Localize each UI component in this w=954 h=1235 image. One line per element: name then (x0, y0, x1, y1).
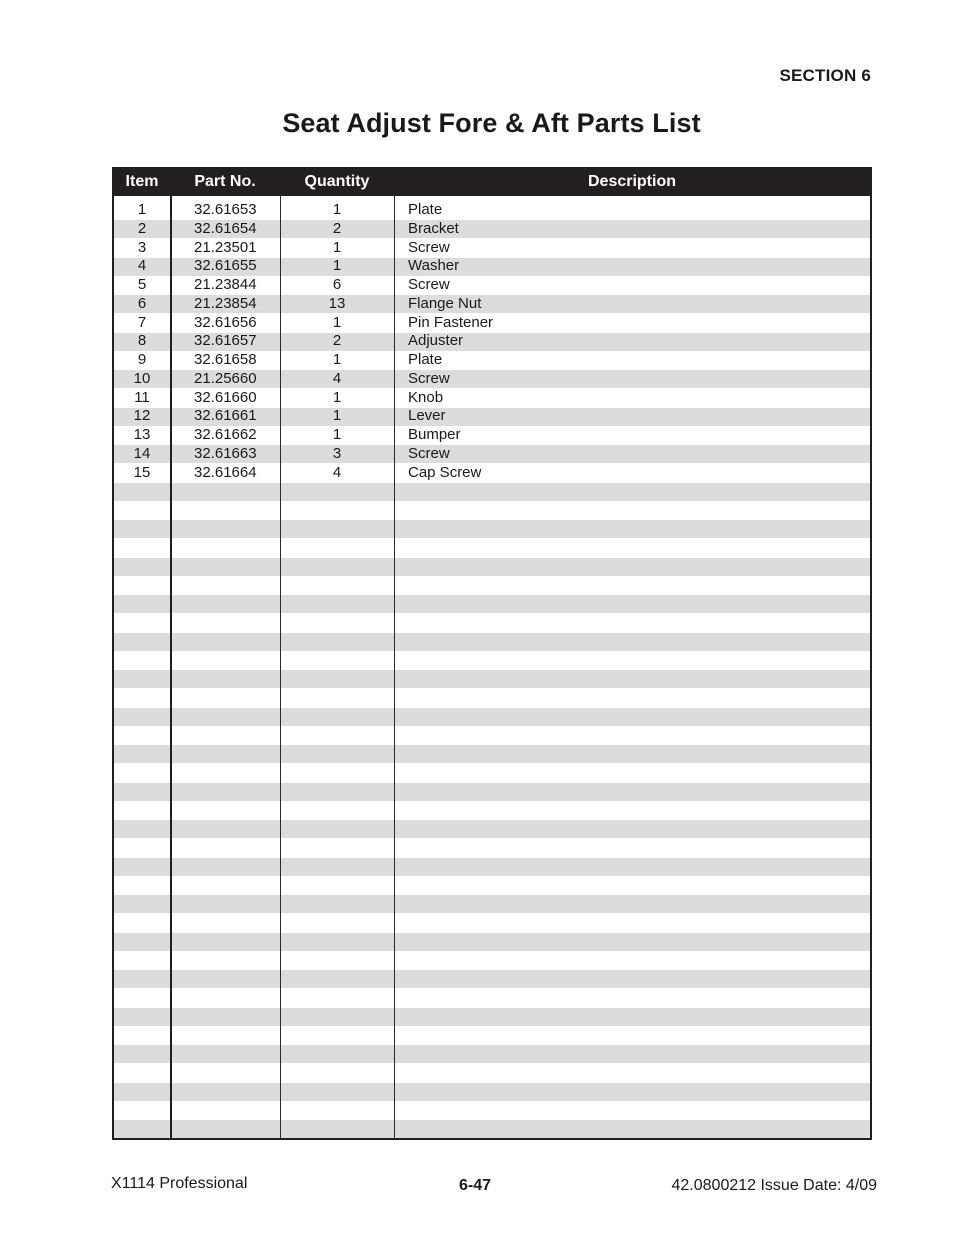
cell-description: Screw (408, 276, 450, 293)
cell-part-no: 32.61653 (194, 201, 257, 218)
cell-quantity: 1 (332, 388, 342, 406)
row-stripe (114, 1045, 870, 1063)
table-row (114, 257, 870, 276)
cell-item: 11 (134, 388, 150, 406)
cell-item: 10 (133, 369, 151, 387)
row-stripe (114, 820, 870, 838)
table-body (114, 201, 870, 482)
cell-part-no: 32.61662 (194, 426, 257, 443)
cell-part-no: 32.61658 (194, 351, 257, 368)
cell-quantity: 6 (332, 276, 342, 293)
cell-item: 15 (133, 463, 151, 481)
column-header-item: Item (125, 173, 159, 190)
cell-description: Flange Nut (408, 294, 482, 312)
row-stripe (114, 858, 870, 876)
cell-item: 6 (137, 294, 147, 312)
row-stripe (114, 670, 870, 688)
table-row (114, 389, 870, 408)
cell-quantity: 13 (328, 294, 346, 312)
table-row (114, 295, 870, 314)
row-stripe (114, 483, 870, 501)
cell-item: 1 (137, 201, 147, 218)
table-row (114, 314, 870, 333)
column-header-description: Description (587, 173, 676, 190)
cell-part-no: 32.61656 (194, 313, 257, 331)
table-row (114, 351, 870, 370)
parts-table (112, 167, 872, 1140)
row-stripe (114, 895, 870, 913)
cell-part-no: 32.61661 (194, 407, 257, 425)
cell-description: Plate (408, 201, 443, 218)
cell-description: Screw (408, 369, 450, 387)
cell-quantity: 4 (332, 369, 342, 387)
cell-item: 3 (137, 238, 147, 256)
column-header-quantity: Quantity (304, 173, 370, 190)
cell-part-no: 32.61663 (194, 444, 257, 462)
footer-page-number: 6-47 (459, 1177, 492, 1194)
footer-issue-date: 42.0800212 Issue Date: 4/09 (671, 1177, 877, 1194)
cell-quantity: 1 (332, 426, 342, 443)
footer-model: X1114 Professional (111, 1175, 248, 1192)
cell-quantity: 4 (332, 463, 342, 481)
cell-description: Bumper (408, 426, 461, 443)
table-row (114, 426, 870, 445)
table-row (114, 201, 870, 220)
cell-description: Knob (408, 388, 444, 406)
cell-part-no: 21.23854 (194, 294, 257, 312)
cell-part-no: 21.25660 (194, 369, 257, 387)
row-stripe (114, 970, 870, 988)
table-row (114, 332, 870, 351)
row-stripe (114, 1008, 870, 1026)
table-row (114, 407, 870, 426)
row-stripe (114, 933, 870, 951)
cell-item: 8 (137, 332, 147, 350)
cell-item: 14 (133, 444, 151, 462)
cell-part-no: 21.23501 (194, 238, 257, 256)
cell-description: Lever (408, 407, 446, 425)
cell-item: 9 (137, 351, 147, 368)
cell-quantity: 3 (332, 444, 342, 462)
row-stripe (114, 745, 870, 763)
cell-description: Screw (408, 444, 450, 462)
cell-item: 5 (137, 276, 147, 293)
row-stripe (114, 633, 870, 651)
cell-part-no: 21.23844 (194, 276, 257, 293)
row-stripe (114, 595, 870, 613)
table-row (114, 370, 870, 389)
table-row (114, 464, 870, 483)
table-row (114, 220, 870, 239)
table-header (114, 169, 870, 196)
table-row (114, 276, 870, 295)
cell-item: 12 (133, 407, 151, 425)
row-stripe (114, 1083, 870, 1101)
cell-description: Washer (408, 257, 460, 275)
cell-description: Plate (408, 351, 443, 368)
row-stripe (114, 558, 870, 576)
cell-item: 2 (137, 219, 147, 237)
row-stripe (114, 1120, 870, 1138)
cell-item: 4 (137, 257, 147, 275)
cell-description: Bracket (408, 219, 459, 237)
cell-quantity: 1 (332, 238, 342, 256)
cell-quantity: 1 (332, 313, 342, 331)
cell-part-no: 32.61657 (194, 332, 257, 350)
cell-quantity: 1 (332, 201, 342, 218)
cell-quantity: 2 (332, 332, 342, 350)
page-title: Seat Adjust Fore & Aft Parts List (282, 108, 701, 138)
table-row (114, 445, 870, 464)
section-label: SECTION 6 (779, 66, 871, 85)
row-stripe (114, 708, 870, 726)
cell-item: 7 (137, 313, 147, 331)
cell-quantity: 1 (332, 257, 342, 275)
cell-part-no: 32.61664 (194, 463, 257, 481)
cell-description: Pin Fastener (408, 313, 494, 331)
cell-item: 13 (133, 426, 151, 443)
cell-description: Screw (408, 238, 450, 256)
cell-quantity: 1 (332, 407, 342, 425)
cell-quantity: 2 (332, 219, 342, 237)
cell-quantity: 1 (332, 351, 342, 368)
row-stripe (114, 520, 870, 538)
cell-part-no: 32.61655 (194, 257, 257, 275)
cell-description: Cap Screw (408, 463, 482, 481)
table-row (114, 239, 870, 258)
cell-part-no: 32.61654 (194, 219, 257, 237)
column-header-part-no: Part No. (194, 173, 256, 190)
row-stripe (114, 783, 870, 801)
cell-description: Adjuster (408, 332, 464, 350)
cell-part-no: 32.61660 (194, 388, 257, 406)
